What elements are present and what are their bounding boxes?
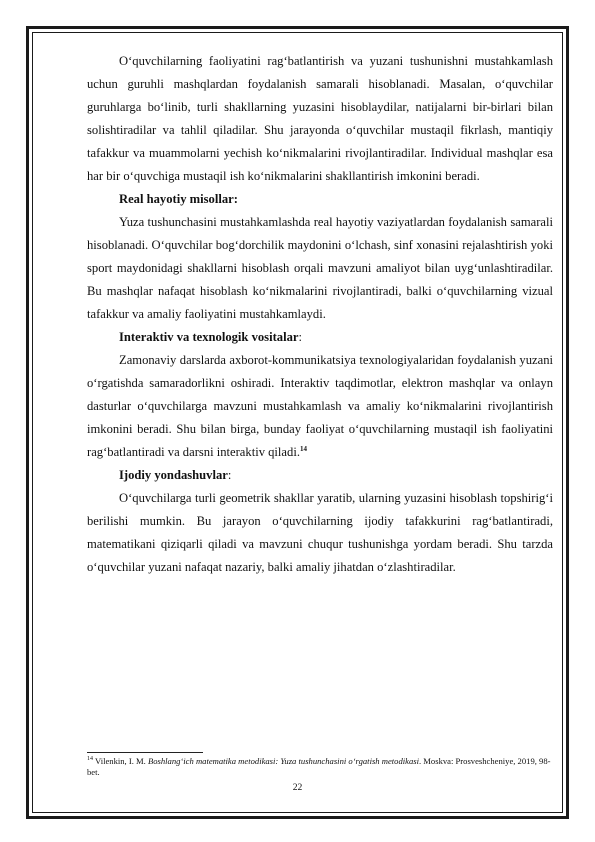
footnote-publisher: . Moskva: Prosveshcheniye, 2019, 98-bet. [87, 756, 551, 777]
page-body [87, 50, 553, 579]
page-number: 22 [292, 782, 303, 793]
heading-colon: : [298, 330, 302, 344]
heading-creative-approaches-text: Ijodiy yondashuvlar [119, 468, 228, 482]
paragraph-interactive-tools-text: Zamonaviy darslarda axborot-kommunikatsiya texnologiyalaridan foydalanish yuzani o‘rgatishda samaradorlikni oshiradi. Interaktiv taqdimotlar, elektron mashqlar va onlayn dasturlar o‘quvchilarga mavzuni mustahkamlash va amaliy ko‘nikmalarini rivojlantirish imkonini beradi. Shu bilan birga, bunday faoliyat o‘quvchilarning mustaqil ish faoliyatini rag‘batlantiradi va darsni interaktiv qiladi. [87, 353, 553, 459]
footnote-reference[interactable]: 14 [299, 444, 307, 453]
footnote-title: Boshlang‘ich matematika metodikasi: Yuza tushunchasini o‘rgatish metodikasi [147, 756, 419, 766]
paragraph-interactive-tools [87, 349, 553, 464]
paragraph-real-life-examples: Yuza tushunchasini mustahkamlashda real hayotiy vaziyatlardan foydalanish samarali hisoblanadi. O‘quvchilar bog‘dorchilik maydonini o‘lchash, sinf xonasini rejalashtirish yoki sport maydonidagi shakllarni hisoblash orqali mavzuni amaliyot bilan uyg‘unlashtiradilar. Bu mashqlar nafaqat hisoblash ko‘nikmalarini rivojlantiradi, balki o‘quvchilarning vizual tafakkur va amaliy faoliyatini mustahkamlaydi. [87, 215, 553, 321]
paragraph-group-exercises: O‘quvchilarning faoliyatini rag‘batlantirish va yuzani tushunishni mustahkamlash uchun guruhli mashqlardan foydalanish samarali hisoblanadi. Masalan, o‘quvchilar guruhlarga bo‘linib, turli shakllarning yuzasini hisoblaydilar, natijalarni bir-birlari bilan solishtiradilar va tahlil qiladilar. Shu jarayonda o‘quvchilar mustaqil fikrlash, mantiqiy tafakkur va muammolarni yechish ko‘nikmalarini rivojlantiradilar. Individual mashqlar esa har bir o‘quvchiga mustaqil ish ko‘nikmalarini shakllantirish imkonini beradi. [87, 54, 553, 183]
footnote-number: 14 [87, 756, 93, 763]
heading-colon: : [227, 468, 232, 482]
heading-creative-approaches [87, 464, 553, 487]
heading-interactive-tools-text: Interaktiv va texnologik vositalar [119, 330, 299, 344]
footnote-author: Vilenkin, I. M. [95, 756, 146, 766]
heading-real-life-examples: Real hayotiy misollar: [119, 192, 238, 206]
footnote-divider [87, 752, 203, 753]
paragraph-creative-approaches: O‘quvchilarga turli geometrik shakllar yaratib, ularning yuzasini hisoblash topshirig‘i berilishi mumkin. Bu jarayon o‘quvchilarning ijodiy tafakkurini rag‘batlantiradi, matematikani qiziqarli qiladi va mavzuni chuqur tushunishga yordam beradi. Shu tarzda o‘quvchilar yuzani nafaqat nazariy, balki amaliy jihatdan o‘zlashtiradilar. [87, 491, 553, 574]
footnote [87, 756, 553, 778]
heading-interactive-tools [87, 326, 553, 349]
